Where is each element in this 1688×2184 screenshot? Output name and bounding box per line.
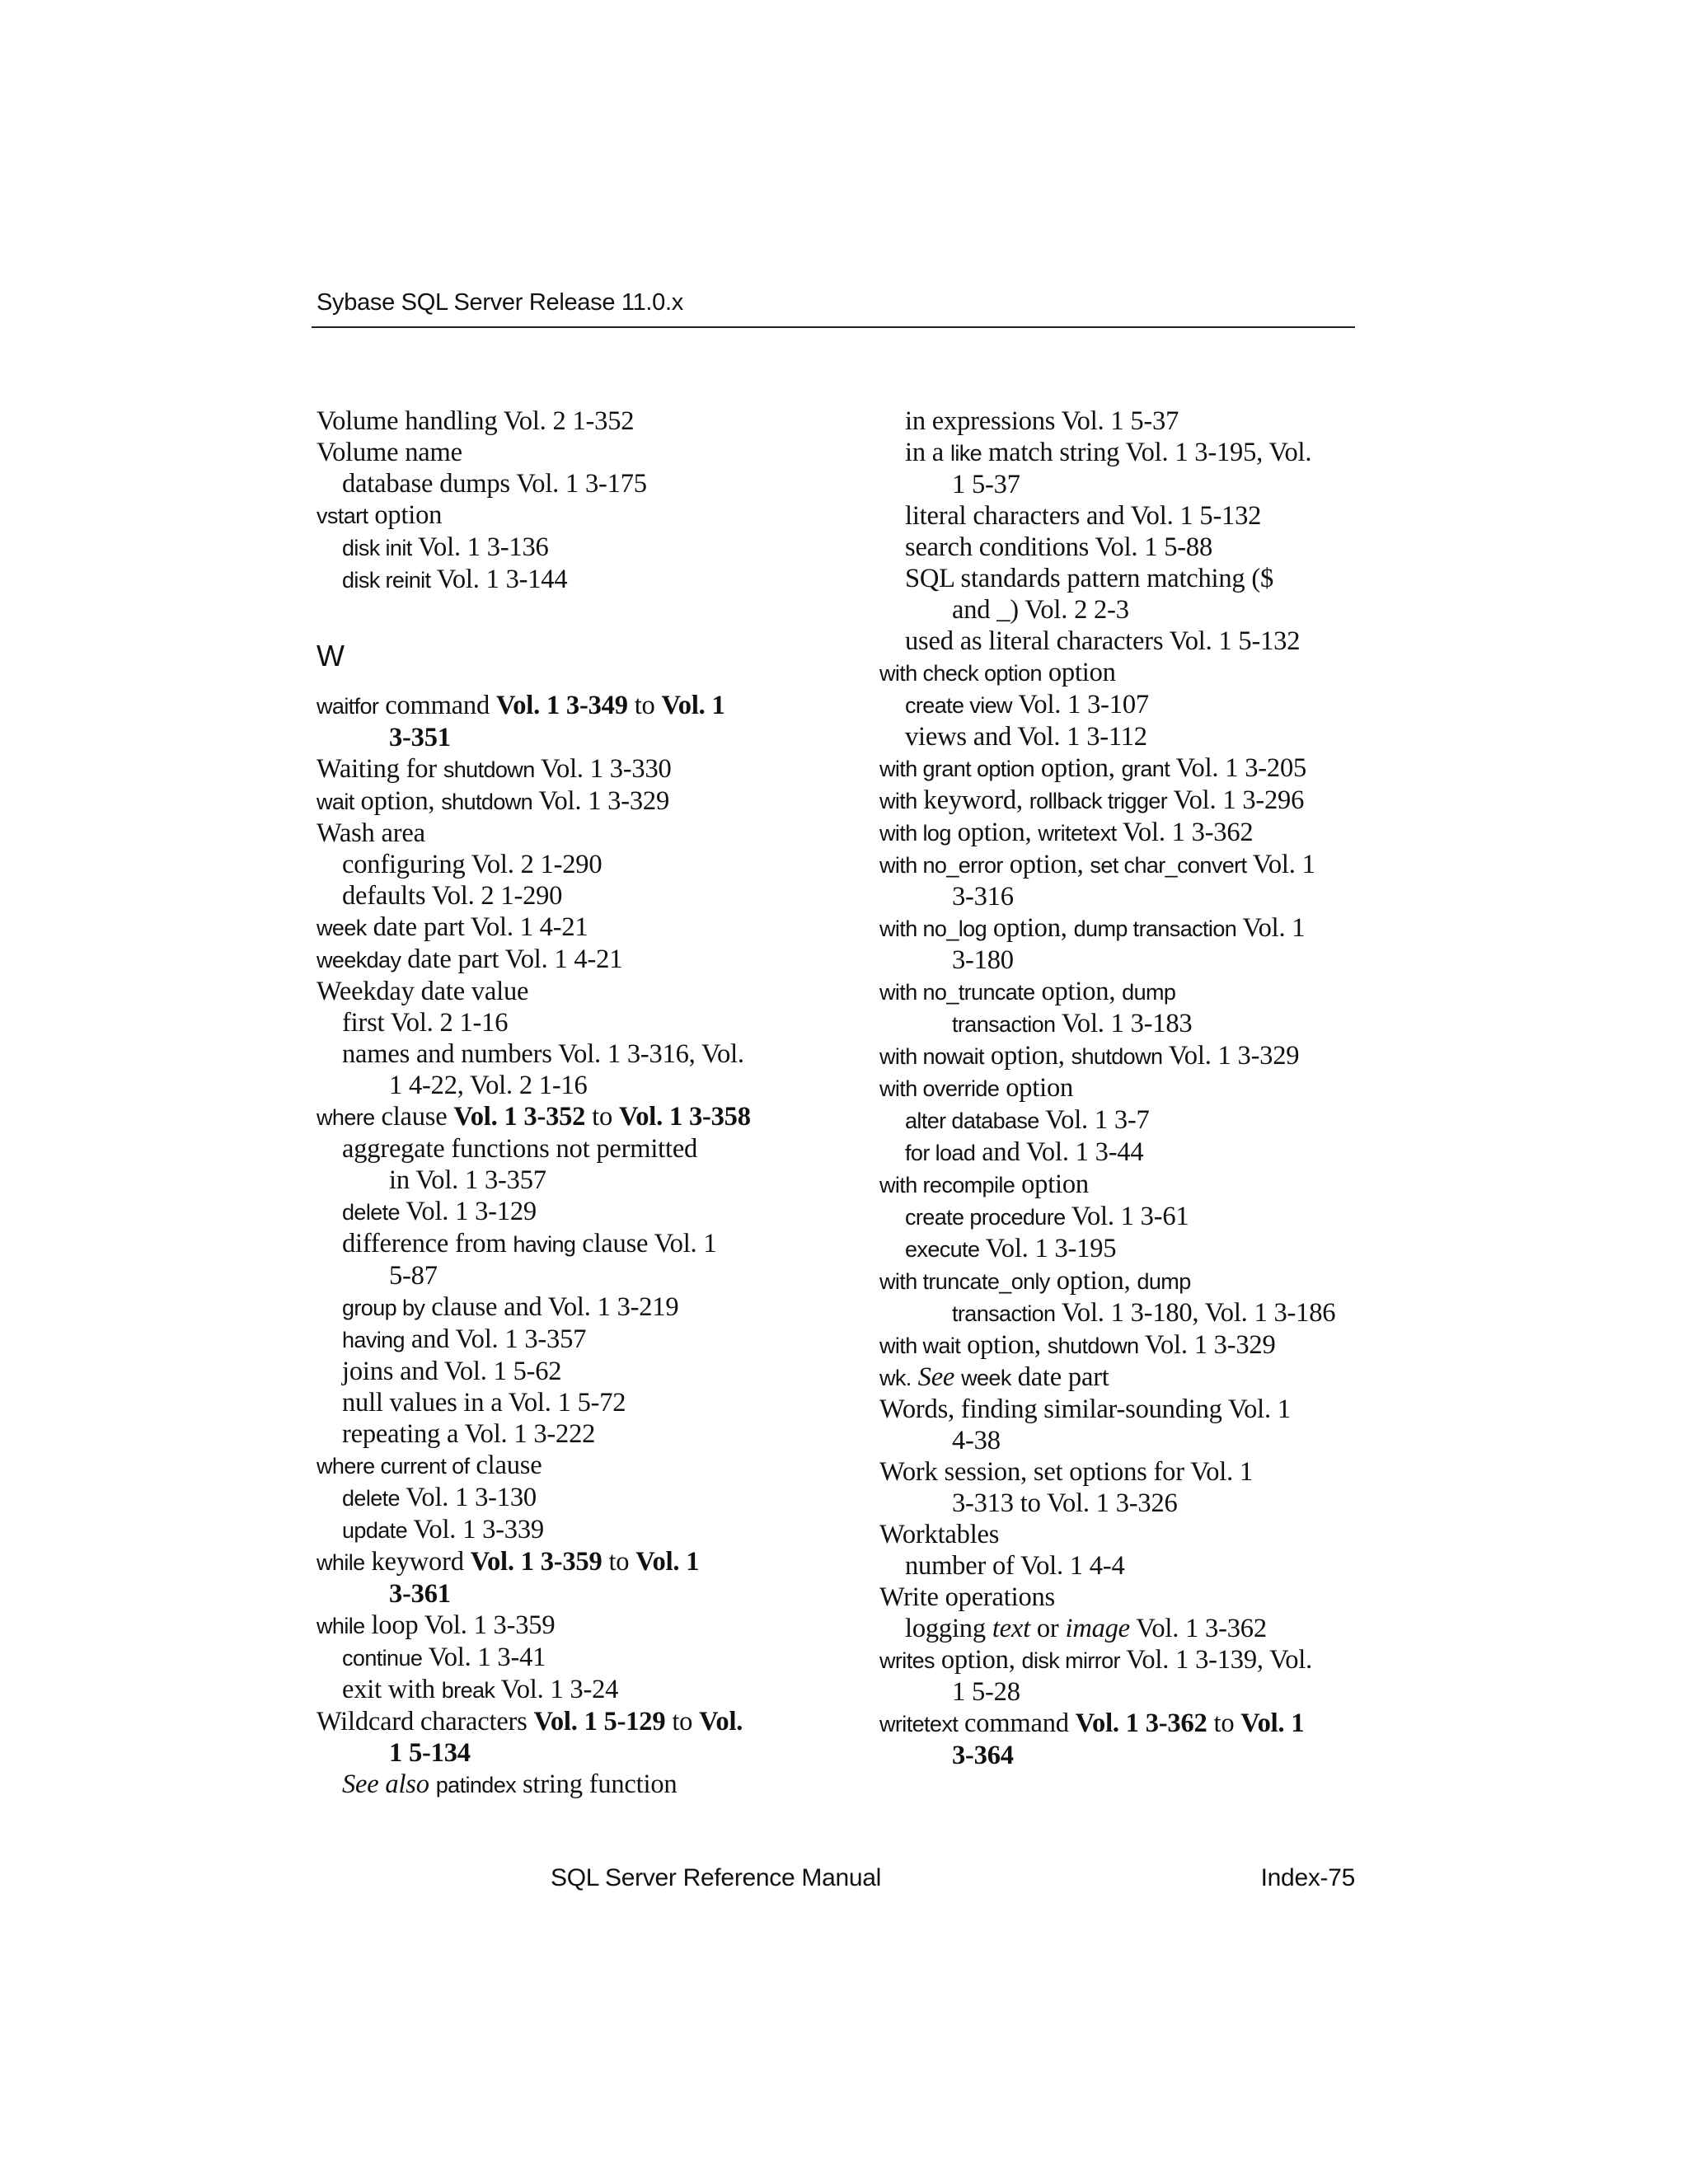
index-subentry: See also patindex string function: [342, 1769, 678, 1799]
index-entry: with truncate_only option, dump: [879, 1266, 1191, 1296]
index-subentry: literal characters and Vol. 1 5-132: [905, 501, 1262, 531]
index-column-right: [879, 405, 1407, 1771]
index-subentry: SQL standards pattern matching ($: [905, 564, 1274, 593]
index-entry: Words, finding similar-sounding Vol. 1: [879, 1394, 1291, 1424]
index-entry: with no_error option, set char_convert Vol. 1: [879, 850, 1315, 879]
index-continuation: 3-180: [952, 945, 1014, 975]
index-entry: with grant option option, grant Vol. 1 3-205: [879, 753, 1307, 783]
index-subentry: update Vol. 1 3-339: [342, 1515, 544, 1544]
index-entry: with override option: [879, 1073, 1074, 1103]
page-number: Index-75: [1260, 1864, 1355, 1891]
index-subentry: null values in a Vol. 1 5-72: [342, 1388, 626, 1418]
index-entry: wait option, shutdown Vol. 1 3-329: [316, 786, 669, 816]
index-subentry: configuring Vol. 2 1-290: [342, 850, 603, 879]
index-subentry: for load and Vol. 1 3-44: [905, 1137, 1144, 1167]
index-entry: with check option option: [879, 658, 1116, 687]
index-entry: with wait option, shutdown Vol. 1 3-329: [879, 1330, 1276, 1360]
index-entry: Wildcard characters Vol. 1 5-129 to Vol.: [316, 1707, 743, 1736]
index-continuation: 1 4-22, Vol. 2 1-16: [389, 1071, 588, 1100]
index-entry: with log option, writetext Vol. 1 3-362: [879, 818, 1254, 847]
index-section-letter: W: [316, 639, 345, 673]
index-continuation: 3-316: [952, 882, 1014, 912]
index-entry: waitfor command Vol. 1 3-349 to Vol. 1: [316, 691, 725, 720]
index-entry: Waiting for shutdown Vol. 1 3-330: [316, 754, 672, 784]
index-subentry: names and numbers Vol. 1 3-316, Vol.: [342, 1039, 744, 1069]
index-subentry: used as literal characters Vol. 1 5-132: [905, 626, 1301, 656]
index-subentry: execute Vol. 1 3-195: [905, 1234, 1117, 1263]
index-entry: Volume handling Vol. 2 1-352: [316, 406, 635, 436]
header-rule: [312, 326, 1355, 328]
index-subentry: alter database Vol. 1 3-7: [905, 1105, 1150, 1135]
index-continuation: and _) Vol. 2 2-3: [952, 595, 1129, 625]
index-continuation: 4-38: [952, 1426, 1001, 1455]
index-subentry: disk init Vol. 1 3-136: [342, 532, 549, 562]
index-entry: Volume name: [316, 438, 462, 467]
index-subentry: disk reinit Vol. 1 3-144: [342, 565, 568, 594]
index-entry: Weekday date value: [316, 977, 529, 1006]
index-subentry: aggregate functions not permitted: [342, 1134, 698, 1164]
index-entry: wk. See week date part: [879, 1362, 1109, 1392]
index-subentry: create procedure Vol. 1 3-61: [905, 1202, 1189, 1231]
index-subentry: exit with break Vol. 1 3-24: [342, 1675, 619, 1704]
index-entry: writes option, disk mirror Vol. 1 3-139, Vol.: [879, 1645, 1313, 1675]
index-continuation: in Vol. 1 3-357: [389, 1165, 546, 1195]
index-subentry: first Vol. 2 1-16: [342, 1008, 509, 1038]
index-entry: Wash area: [316, 818, 425, 848]
index-subentry: views and Vol. 1 3-112: [905, 722, 1147, 752]
index-continuation: 1 5-134: [389, 1738, 471, 1768]
index-continuation: 5-87: [389, 1261, 438, 1291]
index-subentry: joins and Vol. 1 5-62: [342, 1357, 562, 1386]
index-continuation: transaction Vol. 1 3-180, Vol. 1 3-186: [952, 1298, 1336, 1328]
index-subentry: database dumps Vol. 1 3-175: [342, 469, 647, 499]
index-entry: Worktables: [879, 1520, 1000, 1549]
index-continuation: 3-361: [389, 1579, 451, 1609]
index-entry: week date part Vol. 1 4-21: [316, 912, 588, 942]
index-entry: with no_truncate option, dump: [879, 977, 1176, 1006]
index-subentry: group by clause and Vol. 1 3-219: [342, 1292, 679, 1322]
index-subentry: logging text or image Vol. 1 3-362: [905, 1614, 1267, 1643]
index-entry: with recompile option: [879, 1169, 1089, 1199]
index-subentry: create view Vol. 1 3-107: [905, 690, 1149, 719]
index-subentry: repeating a Vol. 1 3-222: [342, 1419, 596, 1449]
index-subentry: delete Vol. 1 3-129: [342, 1197, 537, 1226]
index-subentry: defaults Vol. 2 1-290: [342, 881, 563, 911]
index-entry: while loop Vol. 1 3-359: [316, 1610, 556, 1640]
index-entry: with keyword, rollback trigger Vol. 1 3-296: [879, 785, 1305, 815]
index-subentry: having and Vol. 1 3-357: [342, 1324, 587, 1354]
running-header: Sybase SQL Server Release 11.0.x: [316, 289, 683, 316]
index-continuation: transaction Vol. 1 3-183: [952, 1009, 1193, 1038]
index-entry: with no_log option, dump transaction Vol. 1: [879, 913, 1306, 943]
index-entry: Work session, set options for Vol. 1: [879, 1457, 1254, 1487]
index-subentry: in expressions Vol. 1 5-37: [905, 406, 1179, 436]
index-subentry: difference from having clause Vol. 1: [342, 1229, 717, 1258]
index-entry: where current of clause: [316, 1451, 542, 1480]
index-continuation: 3-313 to Vol. 1 3-326: [952, 1488, 1178, 1518]
index-entry: where clause Vol. 1 3-352 to Vol. 1 3-358: [316, 1102, 751, 1132]
index-subentry: delete Vol. 1 3-130: [342, 1483, 537, 1512]
index-subentry: search conditions Vol. 1 5-88: [905, 532, 1213, 562]
index-subentry: continue Vol. 1 3-41: [342, 1643, 546, 1672]
index-continuation: 1 5-37: [952, 470, 1020, 499]
index-entry: while keyword Vol. 1 3-359 to Vol. 1: [316, 1547, 700, 1577]
index-continuation: 3-364: [952, 1741, 1014, 1770]
index-entry: writetext command Vol. 1 3-362 to Vol. 1: [879, 1708, 1305, 1738]
index-entry: weekday date part Vol. 1 4-21: [316, 944, 623, 974]
index-entry: Write operations: [879, 1582, 1055, 1612]
index-subentry: number of Vol. 1 4-4: [905, 1551, 1125, 1581]
index-continuation: 1 5-28: [952, 1677, 1020, 1707]
index-continuation: 3-351: [389, 723, 451, 752]
index-column-left: [316, 405, 844, 1801]
index-entry: with nowait option, shutdown Vol. 1 3-329: [879, 1041, 1300, 1071]
index-subentry: in a like match string Vol. 1 3-195, Vol.: [905, 438, 1312, 467]
footer-manual-title: SQL Server Reference Manual: [551, 1864, 881, 1891]
index-entry: vstart option: [316, 500, 443, 530]
